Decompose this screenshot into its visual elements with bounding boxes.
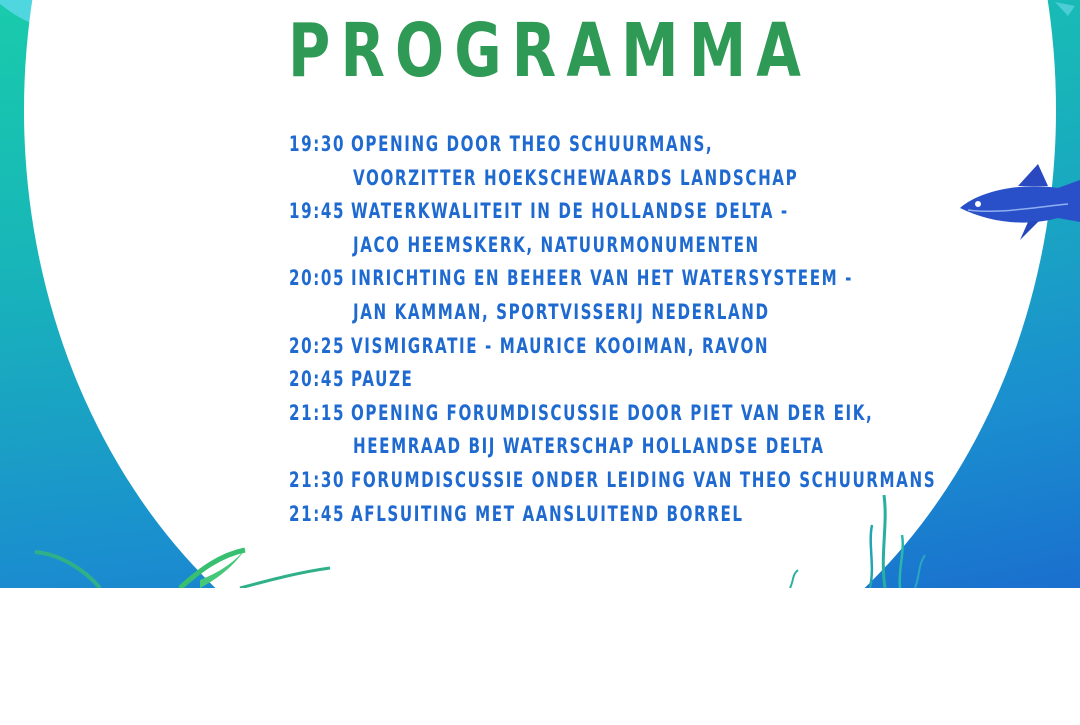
seaweed-right-icon [780,495,940,588]
schedule-time: 21:15 [289,400,346,425]
fish-top-right-icon [1050,0,1080,20]
schedule-text: JAN KAMMAN, SPORTVISSERIJ NEDERLAND [353,299,770,324]
schedule-text: INRICHTING EN BEHEER VAN HET WATERSYSTEEM - [351,266,853,291]
schedule-text: AFLSUITING MET AANSLUITEND BORREL [351,501,744,526]
schedule-text: OPENING DOOR THEO SCHUURMANS, [351,132,714,156]
schedule-time: 21:30 [289,467,346,492]
schedule-time: 19:45 [289,199,346,224]
schedule-text: FORUMDISCUSSIE ONDER LEIDING VAN THEO SCHUURMANS [351,467,937,492]
seaweed-left-icon [30,540,360,588]
schedule-time: 20:25 [289,333,346,358]
page-title: PROGRAMMA [288,8,812,94]
schedule-text: HEEMRAAD BIJ WATERSCHAP HOLLANDSE DELTA [353,434,825,459]
schedule-time: 20:45 [289,367,346,392]
schedule-time: 21:45 [289,501,346,526]
schedule-text: PAUZE [351,367,414,392]
schedule-text: OPENING FORUMDISCUSSIE DOOR PIET VAN DER EIK, [351,400,874,425]
schedule-text: VISMIGRATIE - MAURICE KOOIMAN, RAVON [351,333,770,358]
schedule-time: 19:30 [289,132,346,156]
schedule-text: WATERKWALITEIT IN DE HOLLANDSE DELTA - [351,199,789,224]
schedule-time: 20:05 [289,266,346,291]
schedule-text: JACO HEEMSKERK, NATUURMONUMENTEN [353,232,760,257]
schedule-text: VOORZITTER HOEKSCHEWAARDS LANDSCHAP [353,165,799,190]
fish-right-icon [958,160,1080,246]
